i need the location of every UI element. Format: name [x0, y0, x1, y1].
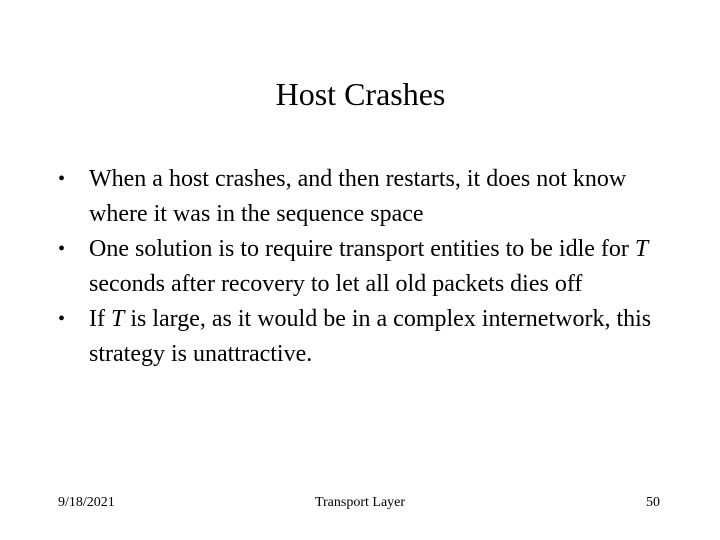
bullet-text-segment: If: [89, 306, 111, 332]
bullet-text: [89, 166, 626, 227]
bullet-text-segment: seconds after recovery to let all old packets dies off: [89, 271, 583, 297]
bullet-marker: •: [58, 308, 66, 330]
bullet-text: [89, 306, 651, 367]
bullet-text-segment: is large, as it would be in a complex internetwork, this strategy is unattractive.: [89, 306, 652, 367]
footer-date: 9/18/2021: [58, 495, 115, 510]
footer-title: Transport Layer: [314, 495, 406, 510]
bullet-marker: •: [58, 238, 66, 260]
slide-title-text: Host Crashes: [275, 76, 446, 112]
bullet-text-segment: One solution is to require transport entities to be idle for: [89, 236, 635, 262]
bullet-item: [58, 232, 678, 302]
italic-variable: T: [634, 236, 649, 262]
bullet-text: [89, 236, 648, 297]
bullet-marker: •: [58, 168, 66, 190]
bullet-item: [58, 162, 678, 232]
footer-page-number: 50: [646, 495, 660, 510]
bullet-text-segment: When a host crashes, and then restarts, it does not know where it was in the sequence space: [89, 166, 627, 227]
bullet-list: [58, 162, 678, 372]
slide-title: [0, 74, 720, 114]
italic-variable: T: [110, 306, 125, 332]
bullet-item: [58, 302, 678, 372]
